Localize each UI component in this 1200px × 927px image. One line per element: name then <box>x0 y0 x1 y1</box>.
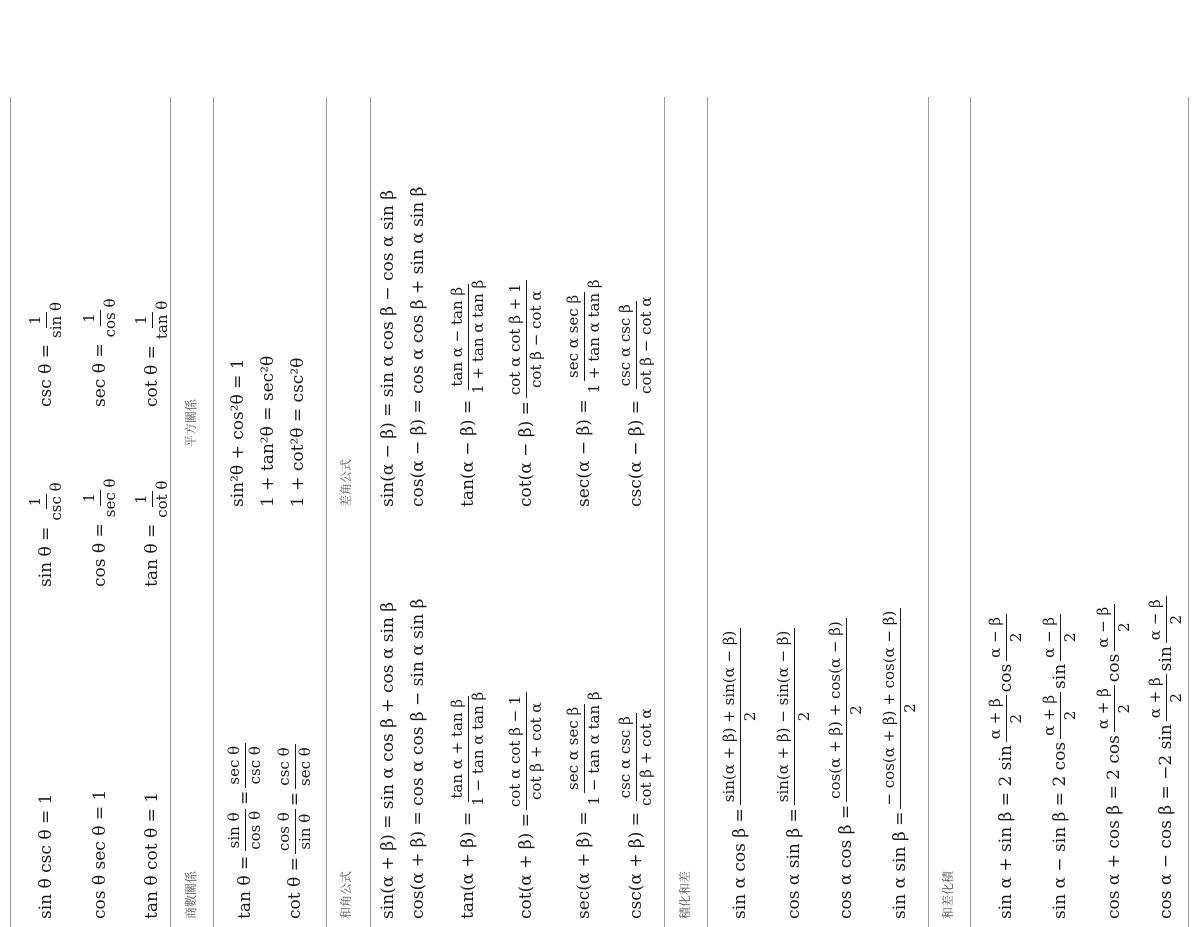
formula-text: cot(α + β) = <box>516 813 536 919</box>
formula-text: sin α cos β = <box>730 808 750 919</box>
formula-text: tan θ = <box>235 855 255 919</box>
fraction: 1 csc θ <box>26 482 65 521</box>
formula-sin-sum <box>378 602 398 919</box>
formula-sec-sum <box>556 685 612 919</box>
formula-sin-sin-product <box>872 605 928 919</box>
fraction: α − β 2 <box>1095 604 1133 651</box>
formula-text: 1 + tan²θ = sec²θ <box>258 355 278 507</box>
formula-sec-reciprocal <box>80 292 120 407</box>
formula-text: sin α sin β = <box>890 811 910 919</box>
formula-sin-csc-product <box>26 794 66 919</box>
fraction: 1 sec θ <box>80 478 119 518</box>
formula-text: cos α − cos β = −2 sin <box>1156 724 1176 919</box>
fraction: sec θ csc θ <box>226 743 264 788</box>
rule <box>664 97 665 927</box>
formula-cot-difference <box>498 277 554 507</box>
formula-text: sin α − sin β = 2 cos <box>1050 741 1070 919</box>
formula-sin-plus-sin <box>978 611 1034 919</box>
formula-text: sin θ csc θ = 1 <box>36 793 56 919</box>
rule <box>1188 97 1189 927</box>
rule <box>970 97 971 927</box>
fraction: cot α cot β − 1 cot β + cot α <box>507 692 545 810</box>
formula-text: cos(α − β) = cos α cos β + sin α sin β <box>408 186 428 507</box>
section-header-product-to-sum: 積化和差 <box>678 870 692 919</box>
fraction: − cos(α + β) + cos(α − β) 2 <box>881 608 919 809</box>
formula-text: sin(α − β) = sin α cos β − cos α sin β <box>378 189 398 507</box>
formula-sin-reciprocal <box>26 476 66 587</box>
formula-sin-cos-product <box>712 625 768 919</box>
formula-text: cot θ = <box>142 345 162 407</box>
rule <box>170 97 171 927</box>
formula-cos-sum <box>408 599 428 919</box>
fraction: α − β 2 <box>1041 614 1079 661</box>
formula-sin-minus-sin <box>1032 611 1088 919</box>
fraction: α + β 2 <box>987 695 1025 742</box>
formula-text: 1 + cot²θ = csc²θ <box>288 357 308 507</box>
rule <box>10 97 11 927</box>
formula-text: csc(α + β) = <box>626 811 646 919</box>
formula-pythagorean-1 <box>228 358 248 507</box>
section-header-quotient: 商數關係 <box>184 870 198 919</box>
fraction: sin(α + β) − sin(α − β) 2 <box>775 628 813 806</box>
fraction: α − β 2 <box>987 614 1025 661</box>
formula-text: tan(α + β) = <box>458 811 478 919</box>
section-header-square: 平方關係 <box>184 398 198 447</box>
rule <box>928 97 929 927</box>
fraction: csc α csc β cot β − cot α <box>616 296 655 394</box>
trig-identity-table <box>0 97 1200 927</box>
fraction: 1 sin θ <box>26 301 65 338</box>
fraction: tan α − tan β 1 + tan α tan β <box>448 279 487 394</box>
fraction: sin θ cos θ <box>225 810 264 850</box>
formula-cot-quotient: cot θ = cos θ sin θ = csc θ sec θ <box>270 741 320 919</box>
fraction: sec α sec β 1 − tan α tan β <box>564 691 603 806</box>
formula-text: sec θ = <box>90 343 110 407</box>
fraction: α − β 2 <box>1147 596 1185 643</box>
formula-text: sin <box>1156 646 1176 672</box>
formula-text: cos(α + β) = cos α cos β − sin α sin β <box>408 598 428 919</box>
formula-cos-sin-product <box>766 625 822 919</box>
fraction: 1 tan θ <box>132 300 171 340</box>
section-header-difference: 差角公式 <box>339 458 353 507</box>
rule <box>213 97 214 927</box>
fraction: 1 cot θ <box>132 480 171 518</box>
formula-tan-reciprocal <box>132 475 172 587</box>
formula-text: sec(α − β) = <box>574 399 594 507</box>
formula-text: sin α + sin β = 2 sin <box>996 745 1016 919</box>
section-header-sum: 和角公式 <box>339 870 353 919</box>
formula-cos-minus-cos <box>1138 593 1194 919</box>
fraction: csc θ sec θ <box>276 744 314 789</box>
rule <box>326 97 327 927</box>
formula-text: sin²θ + cos²θ = 1 <box>228 358 248 507</box>
fraction: α + β 2 <box>1095 685 1133 732</box>
formula-text: sin θ = <box>36 526 56 587</box>
formula-csc-reciprocal <box>26 296 66 407</box>
formula-tan-quotient: tan θ = sin θ cos θ = sec θ csc θ <box>220 740 270 919</box>
section-header-sum-to-product: 和差化積 <box>941 870 955 919</box>
fraction: α + β 2 <box>1041 692 1079 739</box>
formula-text: csc θ = <box>36 343 56 407</box>
formula-csc-sum <box>608 703 664 919</box>
formula-tan-difference <box>440 274 496 507</box>
formula-tan-cot-product <box>132 792 172 919</box>
formula-text: csc(α − β) = <box>626 399 646 507</box>
formula-text: sin <box>1050 663 1070 689</box>
formula-text: cos α cos β = <box>836 804 856 919</box>
formula-text: tan(α − β) = <box>458 399 478 507</box>
fraction: sec α sec β 1 + tan α tan β <box>564 279 603 394</box>
fraction: α + β 2 <box>1147 674 1185 721</box>
formula-text: cot θ = <box>285 857 305 919</box>
formula-cos-sec-product <box>80 790 120 919</box>
formula-cos-difference <box>408 187 428 507</box>
formula-cot-reciprocal <box>132 295 172 407</box>
formula-tan-sum <box>440 686 496 919</box>
formula-text: tan θ = <box>142 523 162 587</box>
formula-text: cos θ = <box>90 523 110 587</box>
formula-sec-difference <box>556 273 612 507</box>
formula-text: tan θ cot θ = 1 <box>142 791 162 919</box>
formula-csc-difference <box>608 291 664 507</box>
formula-text: sin(α + β) = sin α cos β + cos α sin β <box>378 601 398 919</box>
formula-text: cos θ sec θ = 1 <box>90 789 110 919</box>
fraction: sin(α + β) + sin(α − β) 2 <box>721 628 759 806</box>
rule <box>707 97 708 927</box>
fraction: 1 cos θ <box>80 298 119 338</box>
formula-cos-cos-product <box>818 615 874 919</box>
formula-text: cos α + cos β = 2 cos <box>1104 735 1124 919</box>
fraction: csc α csc β cot β + cot α <box>616 708 655 806</box>
formula-cot-sum <box>498 689 554 919</box>
formula-sin-difference <box>378 190 398 507</box>
fraction: cos(α + β) + cos(α − β) 2 <box>827 618 865 802</box>
formula-text: cos <box>1104 653 1124 683</box>
formula-text: cos α sin β = <box>784 808 804 919</box>
formula-text: sec(α + β) = <box>574 811 594 919</box>
fraction: tan α + tan β 1 − tan α tan β <box>448 691 487 806</box>
formula-pythagorean-2 <box>258 356 278 507</box>
formula-text: cos <box>996 663 1016 693</box>
formula-text: cot(α − β) = <box>516 401 536 507</box>
formula-pythagorean-3 <box>288 358 308 507</box>
formula-cos-reciprocal <box>80 472 120 587</box>
fraction: cos θ sin θ <box>276 809 314 854</box>
formula-cos-plus-cos <box>1086 601 1142 919</box>
rule <box>370 97 371 927</box>
fraction: cot α cot β + 1 cot β − cot α <box>507 280 545 398</box>
